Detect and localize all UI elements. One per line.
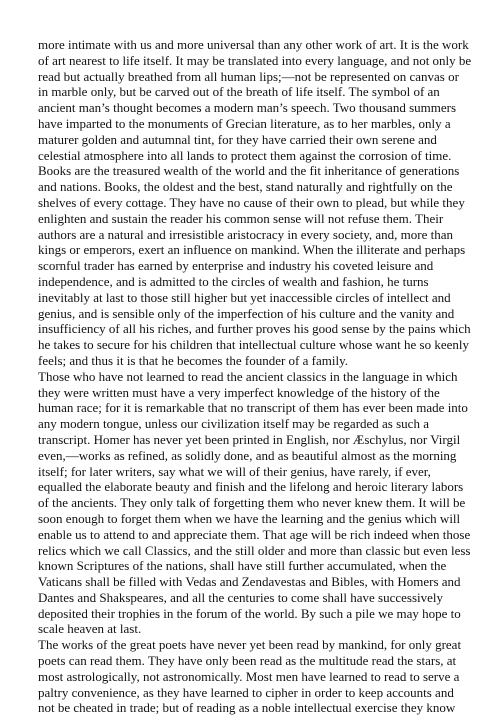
text-line: transcript. Homer has never yet been printed in English, nor Æschylus, nor Virgil	[38, 431, 461, 447]
paragraph-3	[38, 637, 466, 716]
text-line: Dantes and Shakspeares, and all the centuries to come shall have successively	[38, 589, 444, 605]
text-line: have imparted to the monuments of Grecian literature, as to her marbles, only a	[38, 115, 451, 131]
text-line: independence, and is admitted to the circles of wealth and fashion, he turns	[38, 273, 429, 289]
text-line: even,—works as refined, as solidly done, and as beautiful almost as the morning	[38, 447, 457, 463]
text-line: scornful trader has earned by enterprise and industry his coveted leisure and	[38, 258, 434, 274]
text-line: maturer golden and autumnal tint, for they have carried their own serene and	[38, 131, 437, 147]
text-line: known Scriptures of the nations, shall have still further accumulated, when the	[38, 558, 447, 574]
text-line: Vaticans shall be filled with Vedas and Zendavestas and Bibles, with Homers and	[38, 574, 461, 590]
text-line: read but actually breathed from all human lips;—not be represented on canvas or	[38, 68, 459, 84]
paragraph-2	[38, 368, 471, 638]
text-line: in marble only, but be carved out of the breath of life itself. The symbol of an	[38, 84, 440, 100]
text-line: paltry convenience, as they have learned to cipher in order to keep accounts and	[38, 684, 454, 700]
text-line: feels; and thus it is that he becomes the founder of a family.	[38, 352, 348, 368]
text-line: he takes to secure for his children that intellectual culture whose want he so keenly	[38, 337, 470, 353]
text-line: enable us to attend to and appreciate them. That age will be rich indeed when those	[38, 526, 471, 542]
text-line: insufficiency of all his riches, and further proves his good sense by the pains which	[38, 321, 471, 337]
text-line: and nations. Books, the oldest and the best, stand naturally and rightfully on the	[38, 179, 453, 195]
text-line: inevitably at last to those still higher but yet inaccessible circles of intellect and	[38, 289, 451, 305]
text-line: shelves of every cottage. They have no cause of their own to plead, but while they	[38, 194, 465, 210]
text-line: itself; for later writers, say what we will of their genius, have rarely, if ever,	[38, 463, 431, 479]
text-line: deposited their trophies in the forum of the world. By such a pile we may hope to	[38, 605, 461, 621]
text-line: not be cheated in trade; but of reading as a noble intellectual exercise they know	[38, 700, 456, 716]
text-line: enlighten and sustain the reader his common sense will not refuse them. Their	[38, 210, 444, 226]
text-line: Those who have not learned to read the ancient classics in the language in which	[38, 368, 458, 384]
text-line: of the ancients. They only talk of forgetting them who never knew them. It will be	[38, 495, 466, 511]
text-line: The works of the great poets have never yet been read by mankind, for only great	[38, 637, 462, 653]
text-line: poets can read them. They have only been read as the multitude read the stars, at	[38, 653, 457, 669]
text-line: celestial atmosphere into all lands to protect them against the corrosion of time.	[38, 147, 452, 163]
text-line: kings or emperors, exert an influence on mankind. When the illiterate and perhaps	[38, 242, 466, 258]
paragraph-1	[38, 37, 472, 369]
text-line: equalled the elaborate beauty and finish and the lifelong and heroic literary labors	[38, 479, 464, 495]
text-line: more intimate with us and more universal than any other work of art. It is the work	[38, 37, 469, 52]
text-line: soon enough to forget them when we have the learning and the genius which will	[38, 510, 461, 526]
text-line: scale heaven at last.	[38, 621, 142, 637]
text-line: authors are a natural and irresistible aristocracy in every society, and, more than	[38, 226, 453, 242]
text-line: they were written must have a very imperfect knowledge of the history of the	[38, 384, 440, 400]
text-line: ancient man’s thought becomes a modern man’s speech. Two thousand summers	[38, 100, 457, 116]
document-page	[38, 37, 472, 716]
text-line: genius, and is sensible only of the imperfection of his culture and the vanity and	[38, 305, 455, 321]
text-line: human race; for it is remarkable that no transcript of them has ever been made into	[38, 400, 468, 416]
text-line: relics which we call Classics, and the still older and more than classic but even less	[38, 542, 471, 558]
text-line: of art nearest to life itself. It may be translated into every language, and not only be	[38, 52, 472, 68]
text-line: any modern tongue, unless our civilization itself may be regarded as such a	[38, 416, 429, 432]
text-line: Books are the treasured wealth of the world and the fit inheritance of generations	[38, 163, 460, 179]
text-line: most astrologically, not astronomically. Most men have learned to read to serve a	[38, 668, 460, 684]
